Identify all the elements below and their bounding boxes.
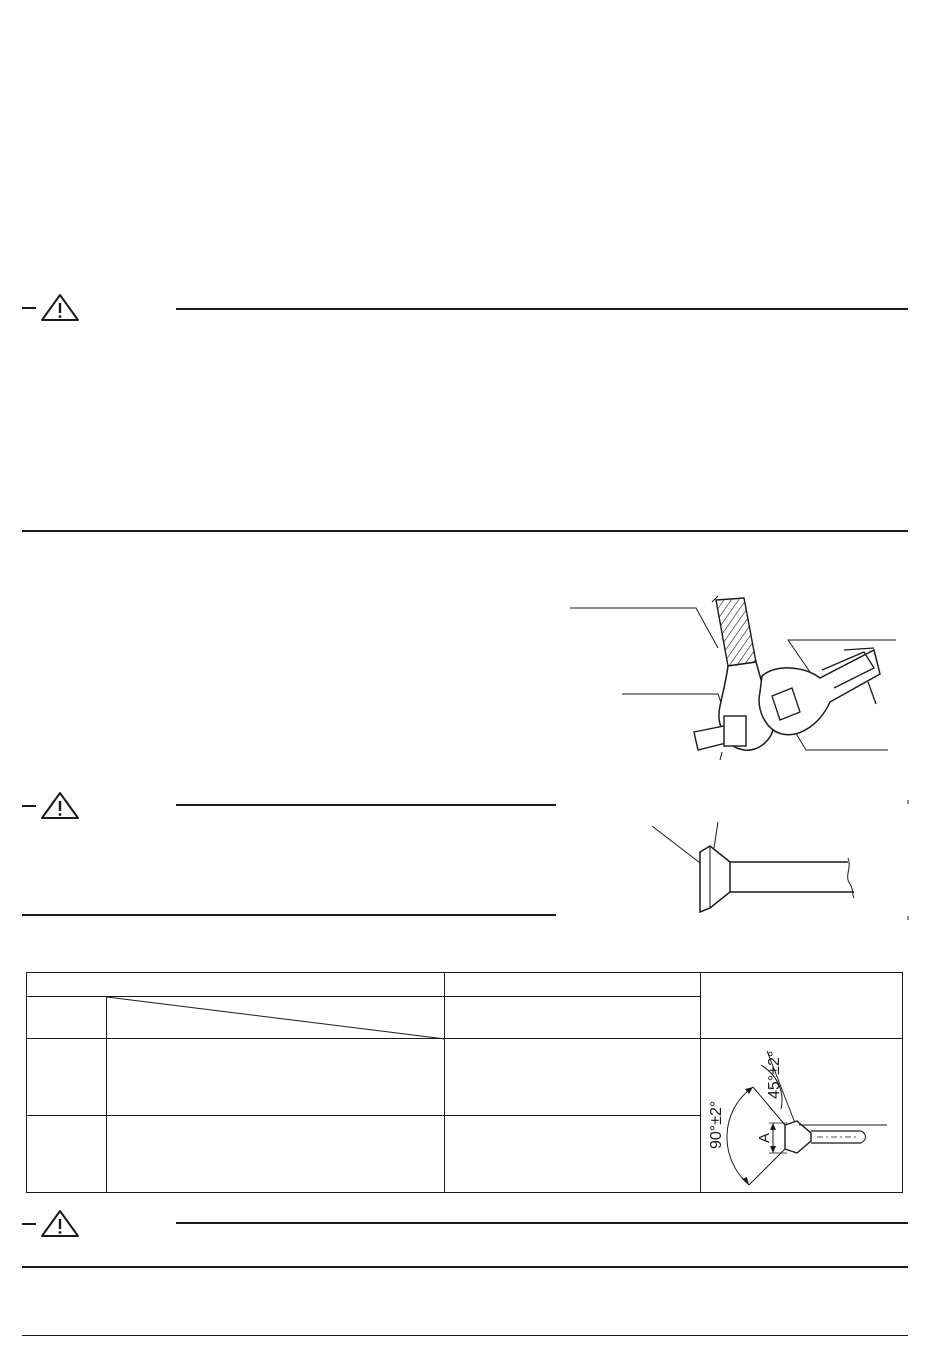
table-cell <box>445 1039 701 1116</box>
caution-2-header-rule <box>176 804 556 806</box>
table-cell <box>107 1039 445 1116</box>
caution-2-footer-rule <box>22 914 556 916</box>
table-cell <box>107 1116 445 1193</box>
caution-warning-icon <box>22 292 82 322</box>
table-row-label-cell <box>27 1116 107 1193</box>
flare-angle-outer-label: 90°±2° <box>708 1100 725 1149</box>
table-row-label-cell <box>27 1039 107 1116</box>
flare-dimension-label: A <box>756 1132 773 1143</box>
flare-dimension-table <box>26 972 903 1193</box>
two-wrench-tightening-figure <box>568 592 908 767</box>
section-divider <box>22 530 908 532</box>
table-subheader-cell <box>27 997 107 1039</box>
table-diagonal-header-cell <box>107 997 445 1039</box>
caution-header-rule <box>176 308 908 310</box>
table-subheader-cell <box>445 997 701 1039</box>
table-cell <box>445 1116 701 1193</box>
flare-angle-diagram-cell <box>701 1039 903 1193</box>
caution-warning-icon-3 <box>22 1208 82 1238</box>
caution-3-footer-rule <box>22 1266 908 1268</box>
table-header-cell <box>445 973 701 997</box>
table-header-cell <box>27 973 445 997</box>
flare-angle-diagram <box>701 1039 903 1193</box>
flared-pipe-figure <box>648 800 910 920</box>
flare-angle-inner-label: 45°±2° <box>766 1050 783 1099</box>
table-header-cell <box>701 973 903 1039</box>
page-footer-rule <box>22 1335 908 1336</box>
caution-3-header-rule <box>176 1222 908 1224</box>
diagonal-divider <box>107 997 445 1039</box>
caution-warning-icon-2 <box>22 790 82 820</box>
